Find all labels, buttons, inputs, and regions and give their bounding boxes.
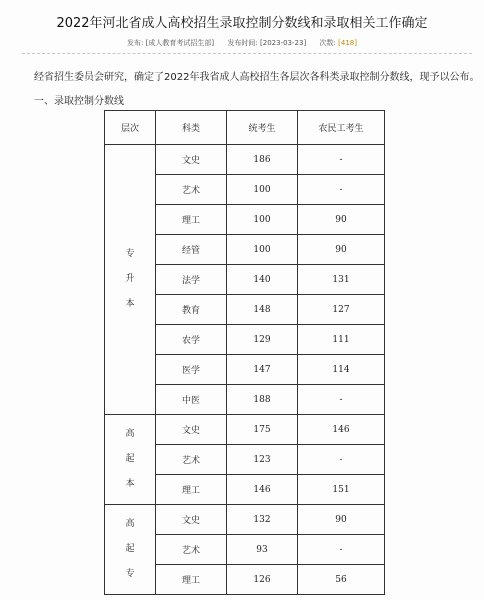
publish-date-label: 发布时间: [227,39,258,47]
regular-score-cell: 100 [227,205,298,235]
migrant-score-cell: 131 [298,265,385,295]
subject-cell: 法学 [156,265,227,295]
divider [22,53,472,54]
section-heading: 一、录取控制分数线 [34,96,124,107]
regular-score-cell: 140 [227,265,298,295]
header-level: 层次 [105,111,156,145]
regular-score-cell: 146 [227,475,298,505]
subject-cell: 理工 [156,205,227,235]
publisher-label: 发布: [127,39,144,47]
publisher[interactable]: [成人教育考试招生部] [145,39,215,47]
intro-paragraph: 经省招生委员会研究，确定了2022年我省成人高校招生各层次各科类录取控制分数线，现予以公布。 [34,72,480,83]
regular-score-cell: 93 [227,535,298,565]
regular-score-cell: 148 [227,295,298,325]
level-char: 本 [125,299,135,309]
level-char: 专 [125,249,135,259]
migrant-score-cell: - [298,385,385,415]
migrant-score-cell: 90 [298,205,385,235]
table-header-row [105,111,385,145]
level-char: 起 [125,454,135,464]
subject-cell: 艺术 [156,445,227,475]
publish-date: [2023-03-23] [260,39,307,47]
view-count: [418] [338,39,357,47]
table-row [105,145,385,175]
subject-cell: 农学 [156,325,227,355]
migrant-score-cell: 56 [298,565,385,595]
level-cell [105,415,156,505]
migrant-score-cell: 111 [298,325,385,355]
header-migrant-score: 农民工考生 [298,111,385,145]
regular-score-cell: 100 [227,235,298,265]
regular-score-cell: 188 [227,385,298,415]
subject-cell: 艺术 [156,175,227,205]
regular-score-cell: 126 [227,565,298,595]
regular-score-cell: 186 [227,145,298,175]
regular-score-cell: 129 [227,325,298,355]
page-title: 2022年河北省成人高校招生录取控制分数线和录取相关工作确定 [56,16,428,31]
migrant-score-cell: 114 [298,355,385,385]
header-subject: 科类 [156,111,227,145]
migrant-score-cell: 146 [298,415,385,445]
migrant-score-cell: - [298,535,385,565]
level-char: 起 [125,544,135,554]
subject-cell: 文史 [156,415,227,445]
subject-cell: 医学 [156,355,227,385]
level-char: 高 [125,429,135,439]
regular-score-cell: 123 [227,445,298,475]
table-row [105,505,385,535]
regular-score-cell: 100 [227,175,298,205]
level-char: 本 [125,479,135,489]
level-char: 专 [125,569,135,579]
migrant-score-cell: 90 [298,505,385,535]
subject-cell: 文史 [156,145,227,175]
subject-cell: 教育 [156,295,227,325]
table-row [105,415,385,445]
publish-meta [0,38,484,48]
level-cell [105,145,156,415]
migrant-score-cell: - [298,445,385,475]
view-count-label: 次数: [319,39,336,47]
subject-cell: 艺术 [156,535,227,565]
level-char: 升 [125,274,135,284]
header-regular-score: 统考生 [227,111,298,145]
subject-cell: 经管 [156,235,227,265]
subject-cell: 理工 [156,475,227,505]
level-char: 高 [125,519,135,529]
regular-score-cell: 147 [227,355,298,385]
level-cell [105,505,156,595]
migrant-score-cell: 90 [298,235,385,265]
score-table [104,110,385,595]
migrant-score-cell: - [298,145,385,175]
migrant-score-cell: - [298,175,385,205]
subject-cell: 理工 [156,565,227,595]
regular-score-cell: 175 [227,415,298,445]
regular-score-cell: 132 [227,505,298,535]
subject-cell: 文史 [156,505,227,535]
migrant-score-cell: 127 [298,295,385,325]
subject-cell: 中医 [156,385,227,415]
migrant-score-cell: 151 [298,475,385,505]
